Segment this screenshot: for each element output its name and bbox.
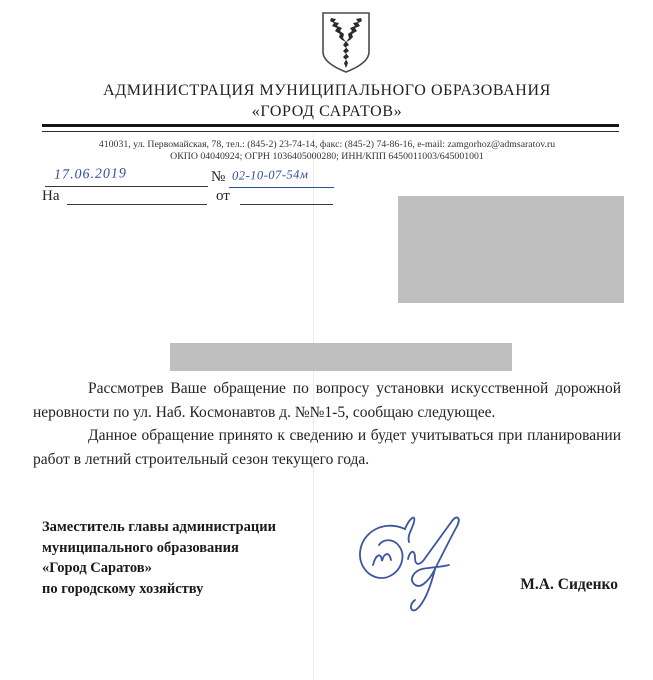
- handwritten-date: 17.06.2019: [53, 166, 128, 183]
- redaction-block-salutation: [170, 343, 512, 371]
- signer-title-line1: Заместитель главы администрации: [42, 519, 276, 535]
- body-paragraph-2: Данное обращение принято к сведению и будет учитываться при планировании работ в летний строительный сезон текущего года.: [33, 427, 621, 468]
- org-name-line1: АДМИНИСТРАЦИЯ МУНИЦИПАЛЬНОГО ОБРАЗОВАНИЯ: [103, 82, 551, 99]
- handwritten-outgoing-number: 02-10-07-54м: [231, 167, 309, 183]
- contact-address-line: 410031, ул. Первомайская, 78, тел.: (845-2) 23-74-14, факс: (845-2) 74-86-16, e-mail: zamgorhoz@admsaratov.ru: [98, 139, 556, 150]
- na-label: На: [42, 188, 60, 204]
- handwritten-signature-icon: [351, 505, 477, 617]
- registration-codes-line: ОКПО 04040924; ОГРН 1036405000280; ИНН/КПП 6450011003/645001001: [170, 150, 484, 162]
- ot-underline: [240, 204, 333, 205]
- date-underline: [45, 186, 208, 187]
- number-sign-label: №: [211, 169, 226, 185]
- number-underline: [229, 187, 334, 188]
- letterhead-rule-thick: [42, 124, 619, 127]
- body-paragraph-1: Рассмотрев Ваше обращение по вопросу установки искусственной дорожной неровности по ул. Наб. Космонавтов д. №№1-5, сообщаю следующее.: [33, 380, 621, 421]
- signer-title-line4: по городскому хозяйству: [42, 580, 204, 597]
- org-name-line2: «ГОРОД САРАТОВ»: [251, 103, 403, 120]
- na-underline: [67, 204, 207, 205]
- signer-title-line3: «Город Саратов»: [42, 560, 152, 576]
- signer-title-block: [42, 517, 276, 599]
- signer-title-line2: муниципального образования: [42, 539, 239, 556]
- signer-name: М.А. Сиденко: [520, 576, 618, 593]
- letterhead-rule-thin: [42, 131, 619, 132]
- saratov-coat-of-arms-icon: [319, 10, 373, 76]
- redaction-block-addressee: [398, 196, 624, 303]
- ot-label: от: [216, 188, 230, 204]
- letter-body: [33, 377, 621, 471]
